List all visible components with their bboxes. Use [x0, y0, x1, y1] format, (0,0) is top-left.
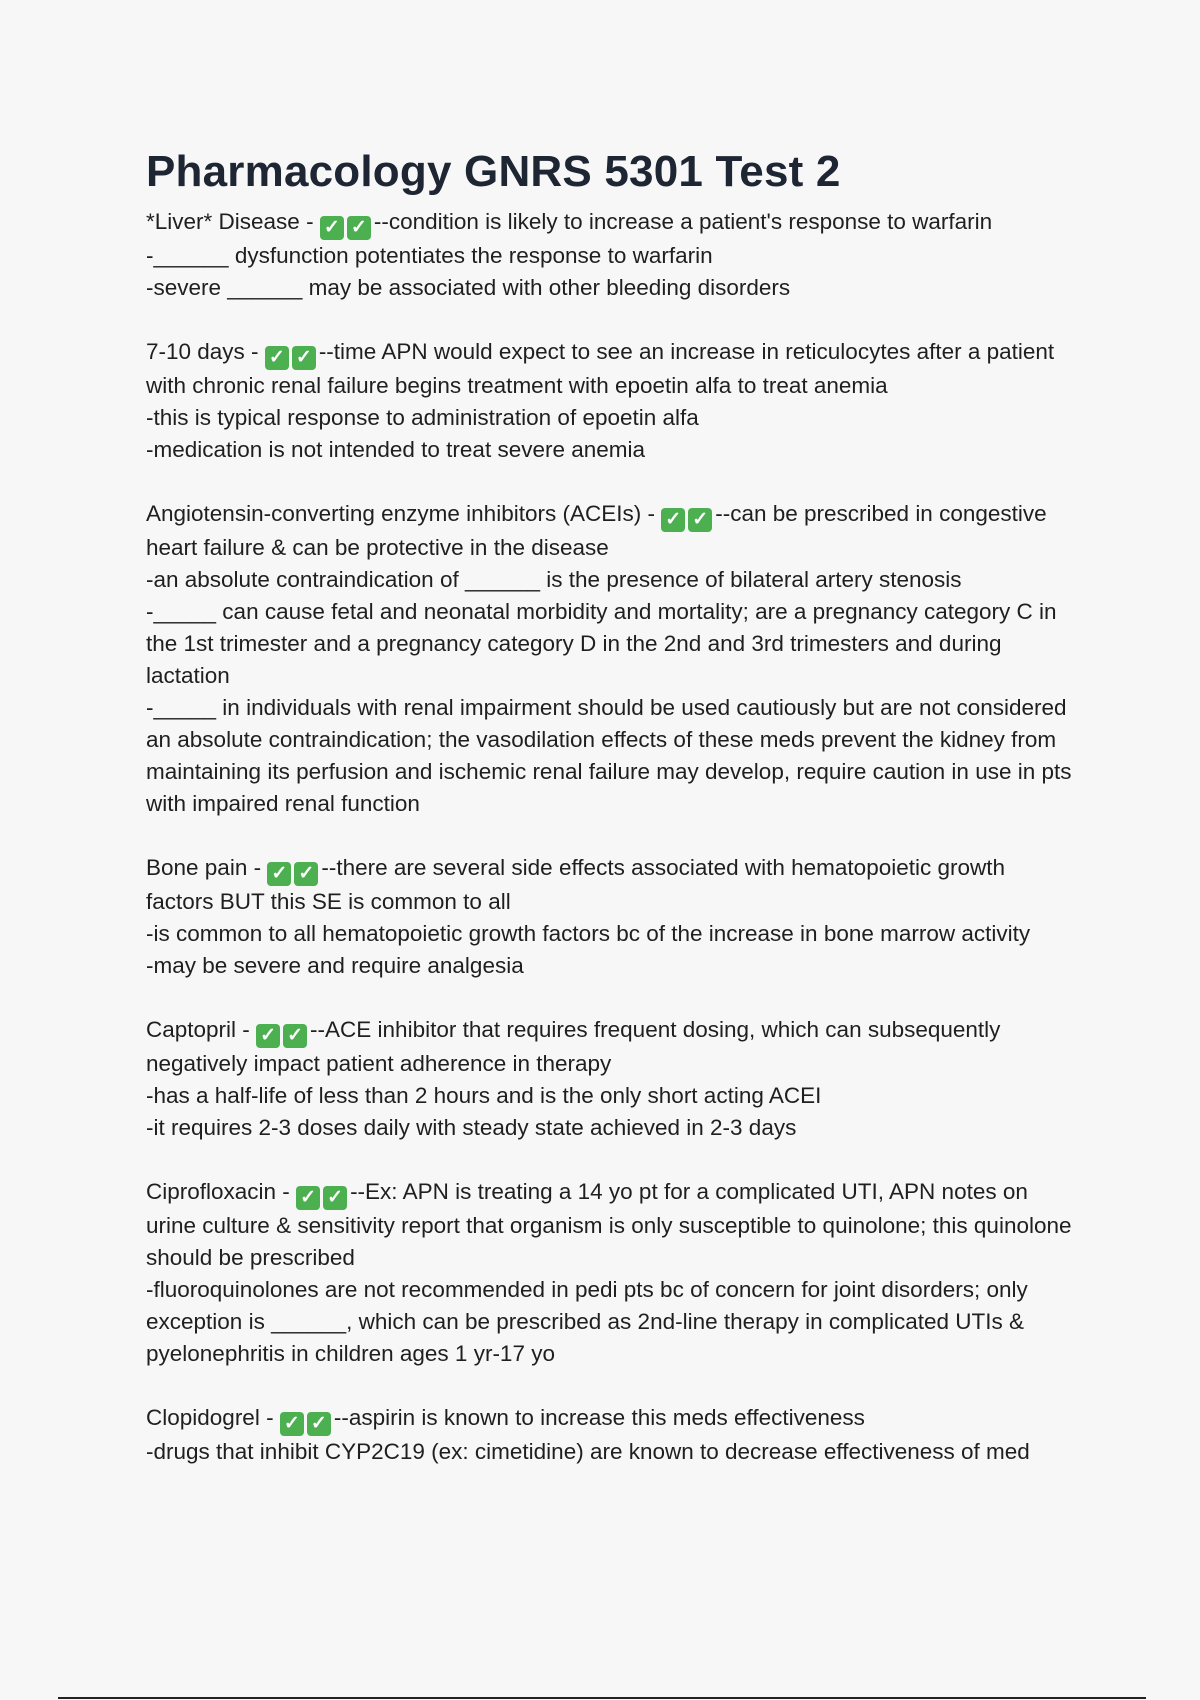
entry-heading-line	[146, 336, 1076, 402]
check-mark-icon: ✓	[323, 1186, 347, 1210]
entry-note: -medication is not intended to treat severe anemia	[146, 437, 646, 462]
check-mark-icon: ✓	[265, 346, 289, 370]
check-mark-icon: ✓	[280, 1412, 304, 1436]
entry-term: Captopril -	[146, 1017, 257, 1042]
entry-note: -is common to all hematopoietic growth factors bc of the increase in bone marrow activity	[146, 921, 1031, 946]
entry-definition: --Ex: APN is treating a 14 yo pt for a complicated UTI, APN notes on urine culture & sensitivity report that organism is only susceptible to quinolone; this quinolone should be prescribed	[146, 1179, 1078, 1270]
entries-list	[146, 206, 1076, 1468]
entry-heading-line	[146, 1176, 1076, 1274]
entry	[146, 1176, 1076, 1370]
document-title: Pharmacology GNRS 5301 Test 2	[146, 147, 841, 196]
entry-definition: --condition is likely to increase a patient's response to warfarin	[373, 209, 993, 234]
entry	[146, 498, 1076, 820]
entry	[146, 1014, 1076, 1144]
entry-note: -_____ in individuals with renal impairment should be used cautiously but are not considered an absolute contraindication; the vasodilation effects of these meds prevent the kidney from maintaining its perfusion and ischemic renal failure may develop, require caution in use in pts with impaired renal function	[146, 695, 1078, 816]
entry-term: 7-10 days -	[146, 339, 265, 364]
entry	[146, 852, 1076, 982]
entry-note: -this is typical response to administration of epoetin alfa	[146, 405, 699, 430]
entry-definition: --can be prescribed in congestive heart failure & can be protective in the disease	[146, 501, 1053, 560]
entry	[146, 1402, 1076, 1468]
entry-term: Clopidogrel -	[146, 1405, 280, 1430]
check-mark-icon: ✓	[283, 1024, 307, 1048]
check-mark-icon: ✓	[294, 862, 318, 886]
entry-note: -it requires 2-3 doses daily with steady state achieved in 2-3 days	[146, 1115, 797, 1140]
entry-note: -severe ______ may be associated with other bleeding disorders	[146, 275, 791, 300]
entry-term: *Liver* Disease -	[146, 209, 320, 234]
entry-note: -an absolute contraindication of ______ is the presence of bilateral artery stenosis	[146, 567, 962, 592]
entry-term: Bone pain -	[146, 855, 268, 880]
check-mark-icon: ✓	[347, 216, 371, 240]
entry-note: -_____ can cause fetal and neonatal morbidity and mortality; are a pregnancy category C in the 1st trimester and a pregnancy category D in the 2nd and 3rd trimesters and during lactation	[146, 599, 1063, 688]
entry-definition: --time APN would expect to see an increase in reticulocytes after a patient with chronic renal failure begins treatment with epoetin alfa to treat anemia	[146, 339, 1061, 398]
check-mark-icon: ✓	[661, 508, 685, 532]
entry-heading-line	[146, 498, 1076, 564]
entry	[146, 206, 1076, 304]
check-mark-icon: ✓	[296, 1186, 320, 1210]
entry-note: -fluoroquinolones are not recommended in pedi pts bc of concern for joint disorders; only exception is ______, which can be prescribed as 2nd-line therapy in complicated UTIs & pyelonephritis in children ages 1 yr-17 yo	[146, 1277, 1035, 1366]
entry-definition: --aspirin is known to increase this meds effectiveness	[333, 1405, 865, 1430]
check-mark-icon: ✓	[256, 1024, 280, 1048]
entry-note: -has a half-life of less than 2 hours and is the only short acting ACEI	[146, 1083, 822, 1108]
entry-note: -may be severe and require analgesia	[146, 953, 524, 978]
document-page	[146, 144, 1076, 1500]
entry-heading-line	[146, 1402, 1076, 1436]
entry-heading-line	[146, 206, 1076, 240]
check-mark-icon: ✓	[688, 508, 712, 532]
check-mark-icon: ✓	[267, 862, 291, 886]
entry-heading-line	[146, 1014, 1076, 1080]
entry-note: -______ dysfunction potentiates the response to warfarin	[146, 243, 713, 268]
entry-definition: --ACE inhibitor that requires frequent dosing, which can subsequently negatively impact patient adherence in therapy	[146, 1017, 1007, 1076]
check-mark-icon: ✓	[307, 1412, 331, 1436]
entry-term: Ciprofloxacin -	[146, 1179, 297, 1204]
entry-heading-line	[146, 852, 1076, 918]
page-bottom-rule	[58, 1697, 1146, 1699]
check-mark-icon: ✓	[292, 346, 316, 370]
entry	[146, 336, 1076, 466]
entry-note: -drugs that inhibit CYP2C19 (ex: cimetidine) are known to decrease effectiveness of med	[146, 1439, 1030, 1464]
check-mark-icon: ✓	[320, 216, 344, 240]
entry-term: Angiotensin-converting enzyme inhibitors (ACEIs) -	[146, 501, 662, 526]
entry-definition: --there are several side effects associated with hematopoietic growth factors BUT this SE is common to all	[146, 855, 1012, 914]
